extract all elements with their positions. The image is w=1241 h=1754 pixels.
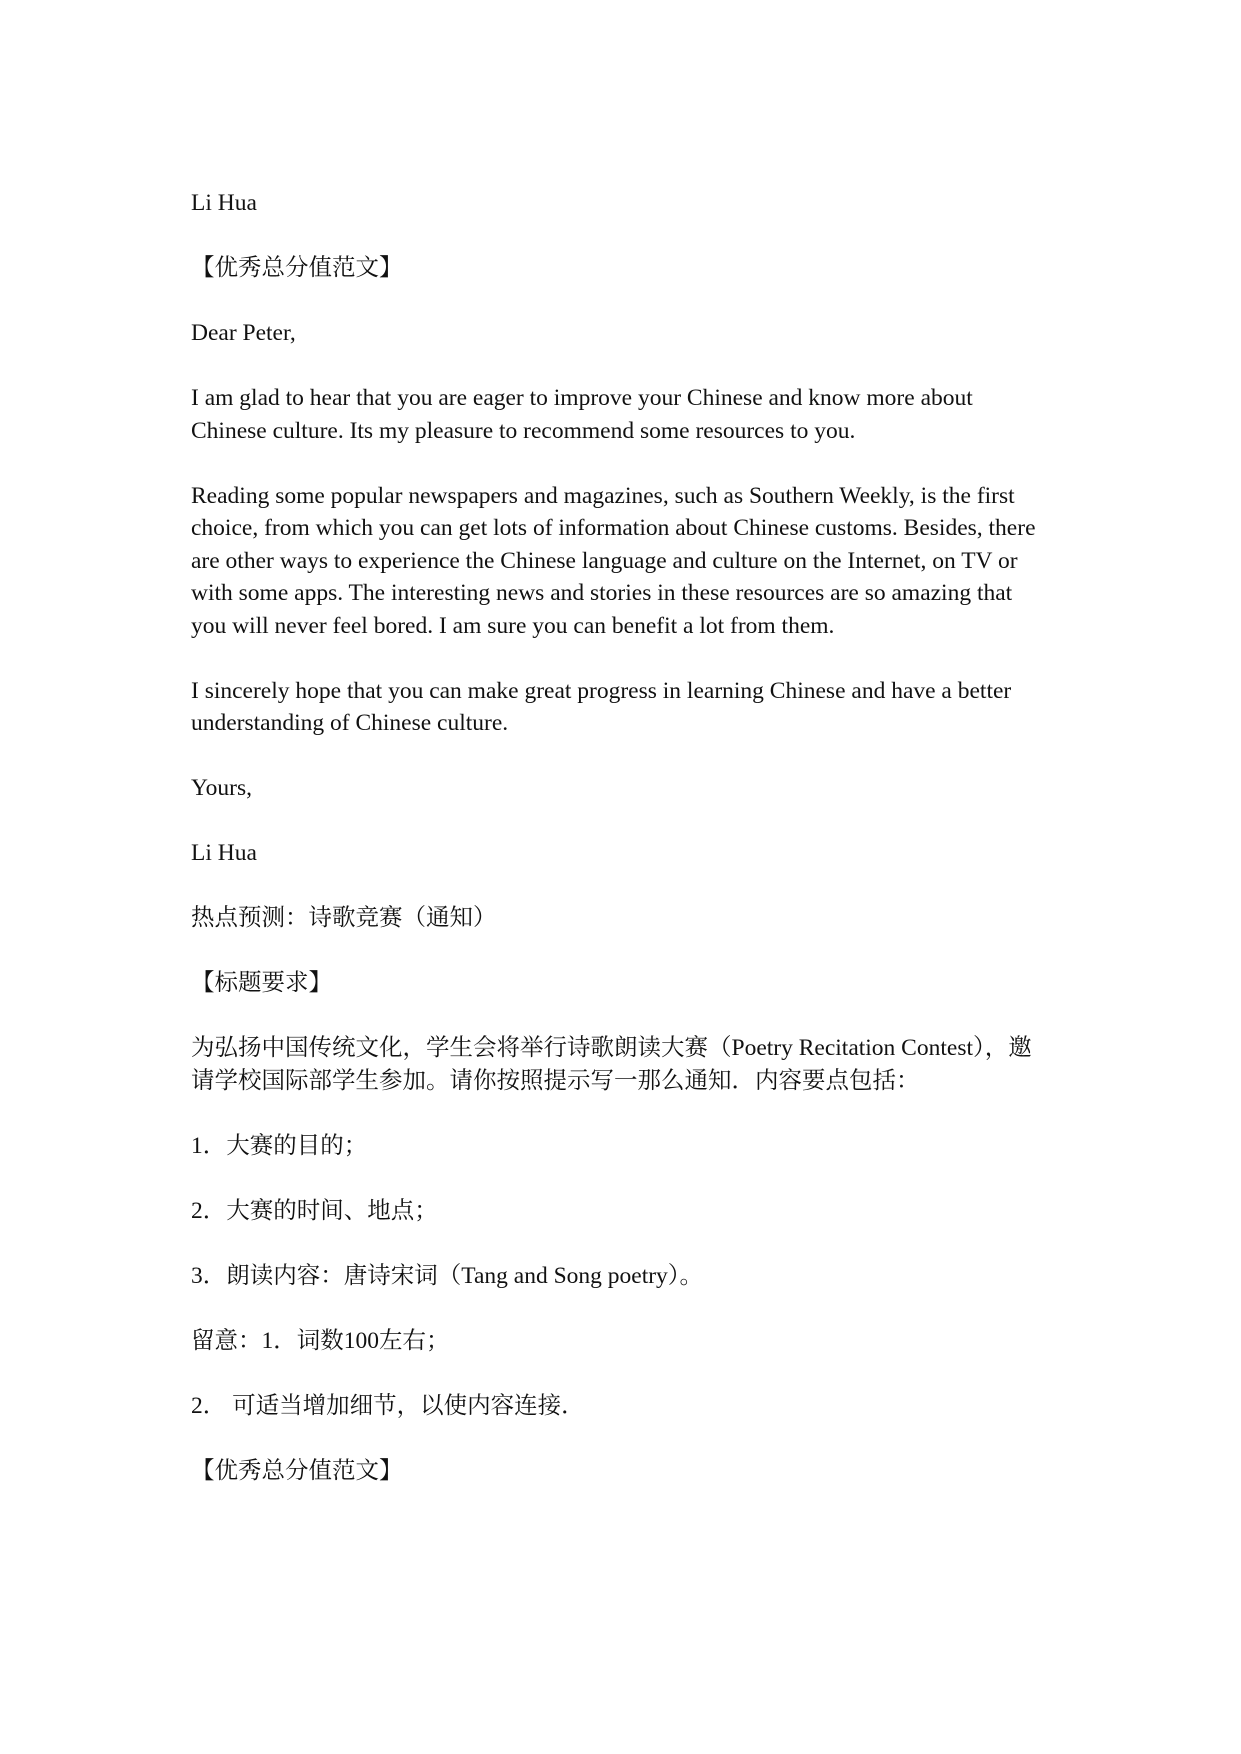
note-line-1: 留意：1．词数100左右；: [191, 1327, 450, 1354]
letter-signature: Li Hua: [191, 840, 257, 866]
letter-salutation: Dear Peter,: [191, 320, 296, 346]
letter-valediction: Yours,: [191, 775, 252, 801]
document-body: [191, 187, 1051, 1487]
closing-signature: Li Hua: [191, 190, 257, 216]
hot-topic-heading: 热点预测：诗歌竞赛（通知）: [191, 905, 497, 931]
section-heading-sample-essay-2: 【优秀总分值范文】: [191, 1457, 403, 1484]
letter-paragraph-intro: I am glad to hear that you are eager to improve your Chinese and know more about Chinese culture. Its my pleasure to recommend some resources to you.: [191, 385, 973, 444]
section-heading-requirements: 【标题要求】: [191, 970, 332, 996]
note-line-2: 2． 可适当增加细节，以使内容连接．: [191, 1392, 585, 1419]
letter-paragraph-body: Reading some popular newspapers and magazines, such as Southern Weekly, is the first choice, from which you can get lots of information about Chinese customs. Besides, there are other ways to experience the Chinese language and culture on the Internet, on TV or with some apps. The interesting news and stories in these resources are so amazing that you will never feel bored. I am sure you can benefit a lot from them.: [191, 482, 1036, 639]
task-point-1: 1．大赛的目的；: [191, 1132, 368, 1159]
letter-paragraph-closing: I sincerely hope that you can make great progress in learning Chinese and have a better understanding of Chinese culture.: [191, 677, 1012, 736]
task-point-3: 3．朗读内容：唐诗宋词（Tang and Song poetry）。: [191, 1262, 704, 1289]
section-heading-sample-essay: 【优秀总分值范文】: [191, 255, 403, 281]
task-point-2: 2．大赛的时间、地点；: [191, 1197, 438, 1224]
task-description: 为弘扬中国传统文化，学生会将举行诗歌朗读大赛（Poetry Recitation Contest），邀请学校国际部学生参加。请你按照提示写一那么通知．内容要点包括：: [191, 1035, 1032, 1094]
